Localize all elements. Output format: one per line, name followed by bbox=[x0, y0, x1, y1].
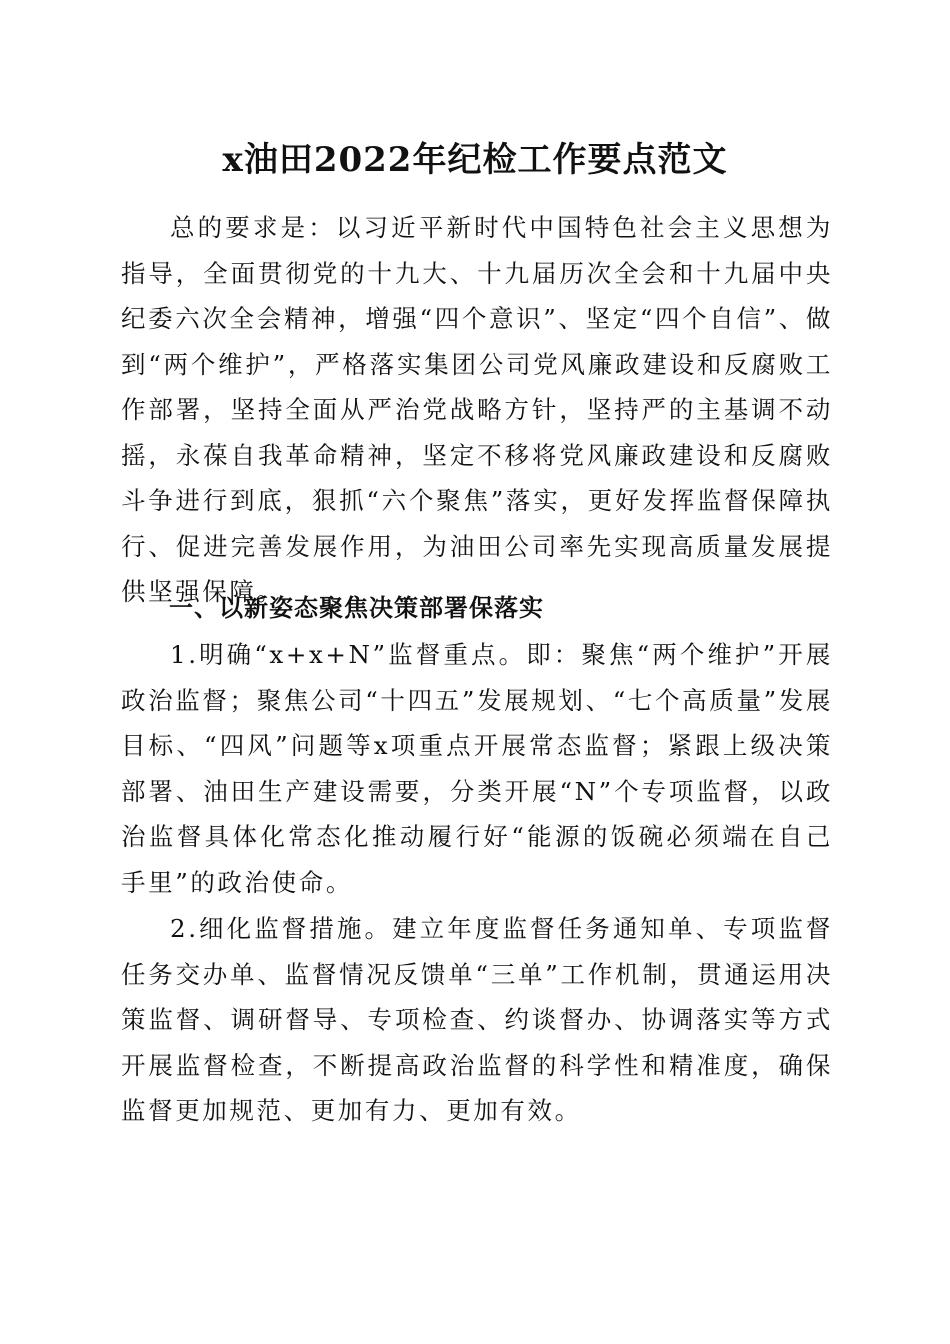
intro-paragraph: 总的要求是：以习近平新时代中国特色社会主义思想为指导，全面贯彻党的十九大、十九届历次全会和十九届中央纪委六次全会精神，增强“四个意识”、坚定“四个自信”、做到“两个维护”，严格落实集团公司党风廉政建设和反腐败工作部署，坚持全面从严治党战略方针，坚持严的主基调不动摇，永葆自我革命精神，坚定不移将党风廉政建设和反腐败斗争进行到底，狠抓“六个聚焦”落实，更好发挥监督保障执行、促进完善发展作用，为油田公司率先实现高质量发展提供坚强保障。 bbox=[121, 213, 833, 606]
section-heading: 一、以新姿态聚焦决策部署保落实 bbox=[169, 594, 544, 622]
item-paragraph-2: 2.细化监督措施。建立年度监督任务通知单、专项监督任务交办单、监督情况反馈单“三单”工作机制，贯通运用决策监督、调研督导、专项检查、约谈督办、协调落实等方式开展监督检查，不断提高政治监督的科学性和精准度，确保监督更加规范、更加有力、更加有效。 bbox=[121, 914, 833, 1125]
item-paragraph-1: 1.明确“x+x+N”监督重点。即：聚焦“两个维护”开展政治监督；聚焦公司“十四五”发展规划、“七个高质量”发展目标、“四风”问题等x项重点开展常态监督；紧跟上级决策部署、油田生产建设需要，分类开展“N”个专项监督，以政治监督具体化常态化推动履行好“能源的饭碗必须端在自己手里”的政治使命。 bbox=[121, 640, 833, 897]
document-title: x油田2022年纪检工作要点范文 bbox=[222, 140, 728, 180]
